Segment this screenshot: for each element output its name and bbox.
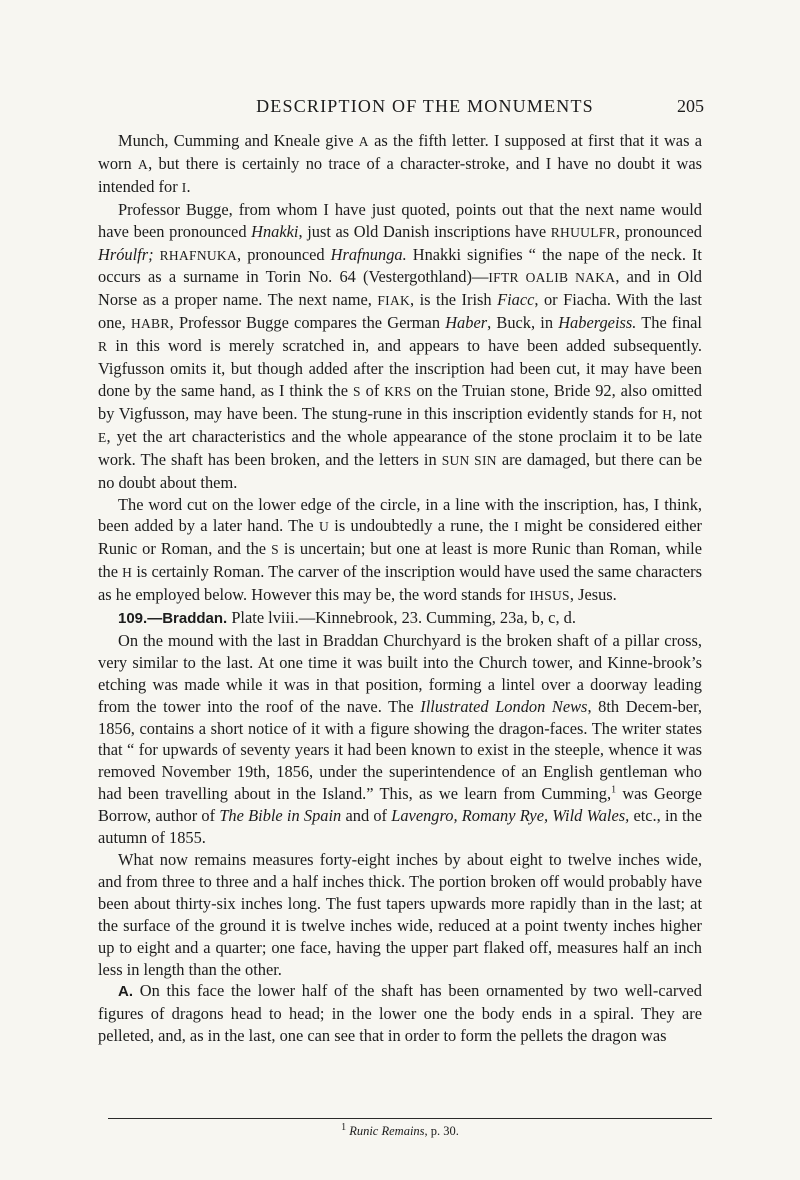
rune-transliteration: RHAFNUKA <box>159 247 238 263</box>
rune-transliteration: KRS <box>384 383 412 399</box>
footnote-title: Runic Remains <box>349 1124 425 1138</box>
entry-heading-109: 109.—Braddan. Plate lviii.—Kinnebrook, 23. Cumming, 23a, b, c, d. <box>118 608 576 628</box>
italic-term: Habergeiss. <box>558 313 637 333</box>
rune-transliteration: I <box>181 179 187 195</box>
paragraph-1: Munch, Cumming and Kneale give A as the fifth letter. I supposed at first that it was a worn A, but there is certainly no trace of a character-stroke, and I have no doubt it was intended for I. <box>98 131 702 196</box>
rune-transliteration: I <box>514 519 519 535</box>
footnote-number: 1 <box>341 1121 347 1133</box>
italic-term: Hnakki <box>251 221 299 241</box>
italic-title: Lavengro, Romany Rye, Wild Wales, <box>391 806 630 826</box>
page-number: 205 <box>677 96 704 116</box>
italic-term: Hrafnunga. <box>330 244 407 264</box>
footnote-text: , p. 30. <box>424 1124 459 1138</box>
body-text <box>98 130 702 1047</box>
italic-title: The Bible in Spain <box>219 806 342 826</box>
rune-transliteration: A <box>138 156 149 172</box>
rune-transliteration: R <box>98 339 108 355</box>
entry-number-title: 109.—Braddan. <box>118 610 228 628</box>
rune-transliteration: SUN SIN <box>441 452 497 468</box>
rune-transliteration: IHSUS <box>529 588 570 604</box>
paragraph-5: On the mound with the last in Braddan Churchyard is the broken shaft of a pillar cross, very similar to the last. At one time it was built into the Church tower, and Kinne-brook’s etching was made while it was in that position, forming a lintel over a doorway leading from the tower into the roof of the nave. The Illustrated London News, 8th Decem-ber, 1856, contains a short notice of it with a figure showing the dragon-faces. The writer states that “ for upwards of seventy years it had been known to exist in the steeple, whence it was removed November 19th, 1856, under the superintendence of an English gentleman who had been travelling about in the Island.” This, as we learn from Cumming,$^1$ was George Borrow, author of The Bible in Spain and of Lavengro, Romany Rye, Wild Wales, etc., in the autumn of 1855. <box>98 630 702 848</box>
rune-transliteration: S <box>352 383 361 399</box>
paragraph-3: The word cut on the lower edge of the circle, in a line with the inscription, has, I think, been added by a later hand. The U is undoubtedly a rune, the I might be considered either Runic or Roman, and the S is uncertain; but one at least is more Runic than Roman, while the H is certainly Roman. The carver of the inscription would have used the same characters as he employed below. However this may be, the word stands for IHSUS, Jesus. <box>98 494 703 605</box>
rune-transliteration: HABR <box>130 316 170 332</box>
italic-term: Fiacc <box>497 290 535 310</box>
paragraph-7: A. On this face the lower half of the shaft has been ornamented by two well-carved figures of dragons head to head; in the lower one the body ends in a spiral. They are pelleted, and, as in the last, one can see that in order to form the pellets the dragon was <box>98 981 702 1046</box>
italic-term: Hróulfr; <box>98 244 154 264</box>
footnote-divider <box>108 1118 712 1119</box>
rune-transliteration: U <box>318 519 330 535</box>
italic-title: Illustrated London News <box>420 696 588 716</box>
running-head: DESCRIPTION OF THE MONUMENTS <box>256 96 594 116</box>
rune-transliteration: FIAK <box>377 293 411 309</box>
paragraph-2: Professor Bugge, from whom I have just quoted, points out that the next name would have been pronounced Hnakki, just as Old Danish inscriptions have RHUULFR, pronounced Hróulfr; RHAFNUKA, pronounced Hrafnunga. Hnakki signifies “ the nape of the neck. It occurs as a surname in Torin No. 64 (Vestergothland)—IFTR OALIB NAKA, and in Old Norse as a proper name. The next name, FIAK, is the Irish Fiacc, or Fiacha. With the last one, HABR, Professor Bugge compares the German Haber, Buck, in Habergeiss. The final R in this word is merely scratched in, and appears to have been added subsequently. Vigfusson omits it, but though added after the inscription had been cut, it may have been done by the same hand, as I think the S of KRS on the Truian stone, Bride 92, also omitted by Vigfusson, may have been. The stung-rune in this inscription evidently stands for H, not E, yet the art characteristics and the whole appearance of the stone proclaim it to be late work. The shaft has been broken, and the letters in SUN SIN are damaged, but there can be no doubt about them. <box>98 199 703 492</box>
footnote-marker[interactable]: 1 <box>611 784 617 796</box>
rune-transliteration: H <box>122 565 133 581</box>
paragraph-6: What now remains measures forty-eight inches by about eight to twelve inches wide, and from three to three and a half inches thick. The portion broken off would probably have been about thirty-six inches long. The fust tapers upwards more rapidly than in the last; at the surface of the ground it is twelve inches wide, reduced at a point twenty inches higher up to eight and a quarter; one face, having the upper part flaked off, measures half an inch less in length than the other. <box>98 850 702 979</box>
rune-transliteration: H <box>662 406 673 422</box>
rune-transliteration: S <box>271 542 279 558</box>
italic-term: Haber <box>445 313 488 333</box>
rune-transliteration: IFTR OALIB NAKA <box>488 270 616 286</box>
rune-transliteration: E <box>98 429 107 445</box>
rune-transliteration: RHUULFR <box>550 224 616 240</box>
footnote <box>0 1121 800 1139</box>
rune-transliteration: A <box>358 134 369 149</box>
face-label: A. <box>118 983 133 1001</box>
